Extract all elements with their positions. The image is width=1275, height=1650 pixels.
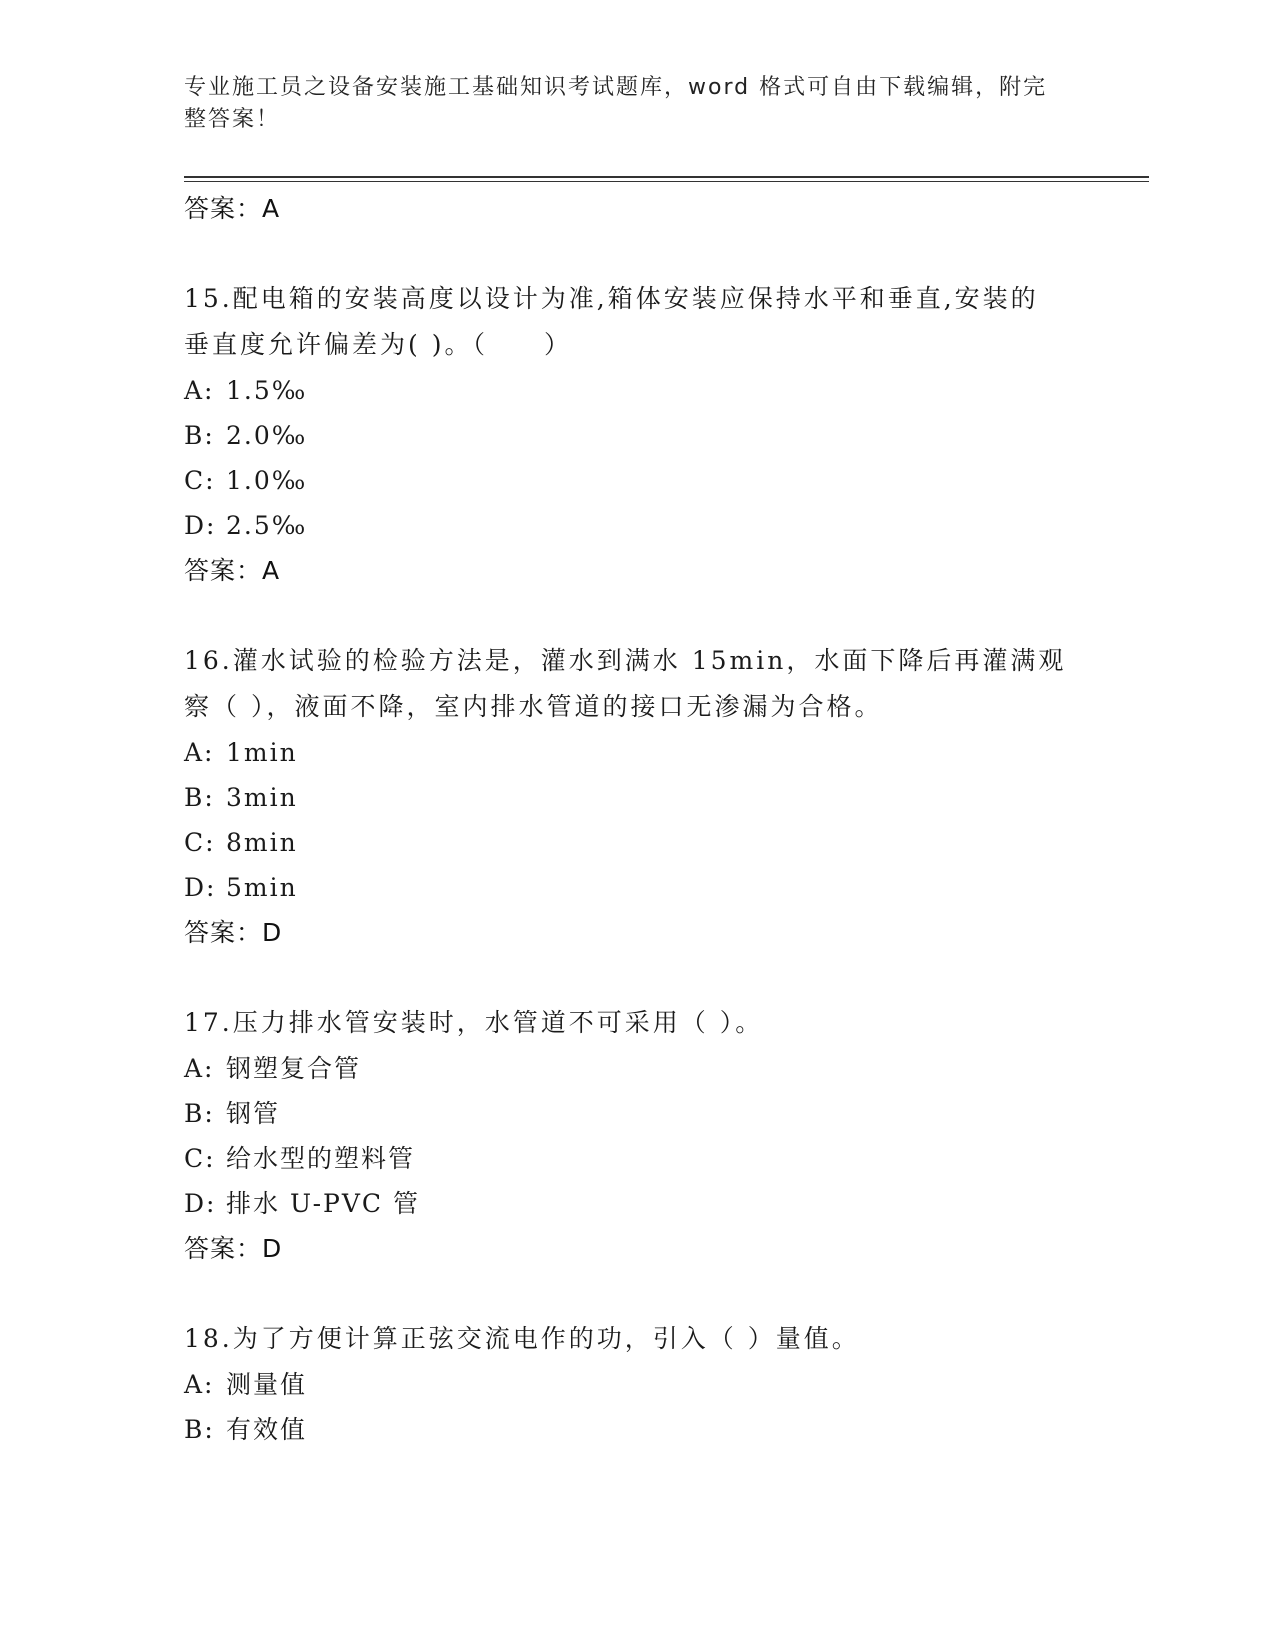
option-b bbox=[184, 775, 1084, 820]
option-text: 排水 U-PVC 管 bbox=[226, 1189, 420, 1218]
option-key: A: bbox=[184, 1054, 215, 1083]
option-key: D: bbox=[184, 511, 217, 540]
option-b bbox=[184, 1091, 1084, 1136]
question-item bbox=[184, 276, 1084, 594]
option-text: 测量值 bbox=[226, 1370, 308, 1399]
option-key: A: bbox=[184, 1370, 215, 1399]
header-divider-bottom bbox=[184, 181, 1149, 182]
option-text: 8min bbox=[226, 828, 298, 857]
option-d bbox=[184, 865, 1084, 910]
answer-line: 答案：D bbox=[184, 918, 283, 947]
option-key: A: bbox=[184, 738, 215, 767]
answer-line: 答案：D bbox=[184, 1234, 283, 1263]
option-c bbox=[184, 458, 1084, 503]
document-header bbox=[184, 72, 1064, 136]
option-a bbox=[184, 1046, 1084, 1091]
question-item bbox=[184, 638, 1084, 956]
option-text: 钢管 bbox=[226, 1099, 281, 1128]
option-d bbox=[184, 503, 1084, 548]
option-b bbox=[184, 1407, 1084, 1452]
question-text: 17.压力排水管安装时，水管道不可采用（ ）。 bbox=[184, 1008, 764, 1037]
option-c bbox=[184, 1136, 1084, 1181]
option-key: C: bbox=[184, 466, 216, 495]
question-text: 15.配电箱的安装高度以设计为准,箱体安装应保持水平和垂直,安装的 bbox=[184, 284, 1039, 313]
option-a bbox=[184, 730, 1084, 775]
option-key: C: bbox=[184, 1144, 216, 1173]
option-d bbox=[184, 1181, 1084, 1226]
question-item bbox=[184, 1000, 1084, 1272]
option-key: C: bbox=[184, 828, 216, 857]
option-a bbox=[184, 368, 1084, 413]
question-item bbox=[184, 1316, 1084, 1452]
option-text: 2.5‰ bbox=[226, 511, 308, 540]
option-text: 1min bbox=[226, 738, 298, 767]
option-key: D: bbox=[184, 873, 217, 902]
question-list bbox=[184, 186, 1084, 1452]
answer-line: 答案：A bbox=[184, 194, 281, 223]
option-key: A: bbox=[184, 376, 215, 405]
header-line-1: 专业施工员之设备安装施工基础知识考试题库，word 格式可自由下载编辑，附完 bbox=[184, 75, 1048, 100]
option-text: 给水型的塑料管 bbox=[226, 1144, 416, 1173]
option-key: B: bbox=[184, 421, 215, 450]
option-text: 钢塑复合管 bbox=[226, 1054, 362, 1083]
question-text: 16.灌水试验的检验方法是，灌水到满水 15min，水面下降后再灌满观 bbox=[184, 646, 1067, 675]
option-text: 1.5‰ bbox=[226, 376, 308, 405]
option-a bbox=[184, 1362, 1084, 1407]
option-key: D: bbox=[184, 1189, 217, 1218]
option-b bbox=[184, 413, 1084, 458]
question-text: 垂直度允许偏差为( )。（ ） bbox=[184, 330, 572, 359]
question-text: 18.为了方便计算正弦交流电作的功，引入（ ）量值。 bbox=[184, 1324, 860, 1353]
option-text: 有效值 bbox=[226, 1415, 308, 1444]
header-line-2: 整答案！ bbox=[184, 107, 281, 132]
option-key: B: bbox=[184, 1415, 215, 1444]
option-text: 2.0‰ bbox=[226, 421, 308, 450]
answer-line: 答案：A bbox=[184, 556, 281, 585]
header-divider-top bbox=[184, 176, 1149, 178]
option-key: B: bbox=[184, 783, 215, 812]
question-text: 察（ ），液面不降，室内排水管道的接口无渗漏为合格。 bbox=[184, 692, 883, 721]
option-text: 5min bbox=[226, 873, 298, 902]
option-text: 1.0‰ bbox=[226, 466, 308, 495]
option-c bbox=[184, 820, 1084, 865]
option-text: 3min bbox=[226, 783, 298, 812]
option-key: B: bbox=[184, 1099, 215, 1128]
